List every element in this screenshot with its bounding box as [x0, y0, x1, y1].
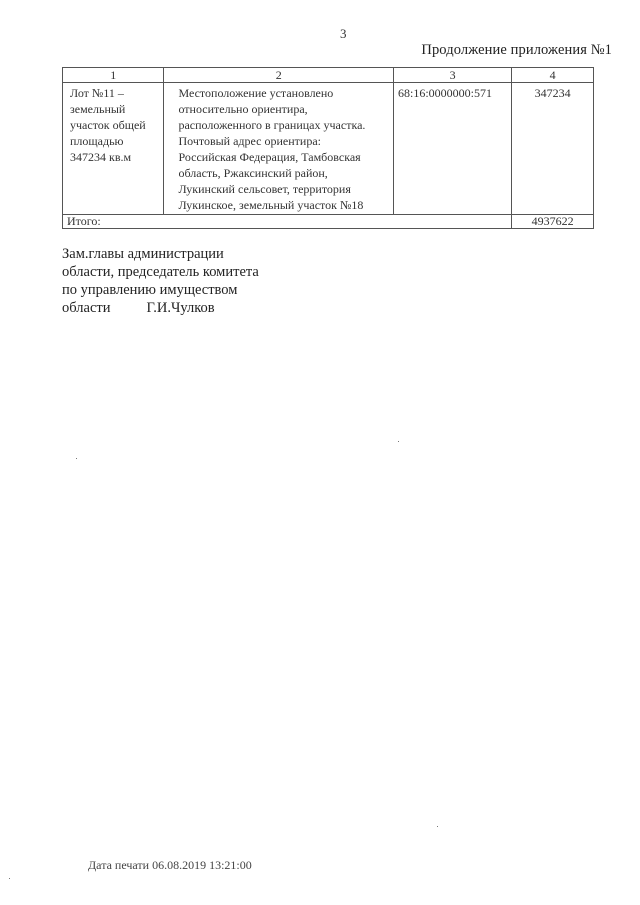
scan-speck: [9, 878, 10, 879]
area-cell: [512, 83, 594, 215]
signature-last-line: [62, 299, 259, 317]
location-line: Лукинский сельсовет, территория: [178, 182, 351, 196]
appendix-title: Продолжение приложения №1: [421, 42, 612, 58]
location-line: расположенного в границах участка.: [178, 118, 366, 132]
lot-line: участок общей: [70, 118, 146, 132]
lot-line: площадью: [70, 134, 124, 148]
location-line: Российская Федерация, Тамбовская: [178, 150, 361, 164]
signature-line: по управлению имуществом: [62, 282, 238, 298]
location-cell: [164, 83, 394, 215]
header-cell-2: 2: [164, 68, 394, 83]
lot-line: 347234 кв.м: [70, 150, 132, 164]
signature-block: [62, 245, 259, 317]
page-number: 3: [340, 26, 347, 41]
header-cell-3: 3: [394, 68, 512, 83]
header-cell-4: 4: [512, 68, 594, 83]
scan-speck: [398, 441, 399, 442]
total-value: 4937622: [512, 215, 594, 229]
print-date: Дата печати 06.08.2019 13:21:00: [88, 858, 252, 872]
location-line: относительно ориентира,: [178, 102, 308, 116]
signature-line-prefix: области: [62, 300, 111, 316]
scan-speck: [76, 458, 77, 459]
lot-line: Лот №11 –: [70, 86, 124, 100]
lots-table: [62, 67, 594, 229]
header-cell-1: 1: [63, 68, 164, 83]
table-header-row: [63, 68, 594, 83]
table-row: [63, 83, 594, 215]
total-row: [63, 215, 594, 229]
cadastral-number-cell: 68:16:0000000:571: [394, 83, 512, 215]
location-line: Лукинское, земельный участок №18: [178, 198, 364, 212]
lot-line: земельный: [70, 102, 126, 116]
location-line: область, Ржаксинский район,: [178, 166, 328, 180]
signature-line: области, председатель комитета: [62, 264, 259, 280]
area-value: 347234: [534, 86, 571, 100]
signature-line: Зам.главы администрации: [62, 246, 224, 262]
lot-description-cell: [63, 83, 164, 215]
scan-speck: [437, 826, 438, 827]
total-label: Итого:: [63, 215, 512, 229]
location-line: Почтовый адрес ориентира:: [178, 134, 321, 148]
location-line: Местоположение установлено: [178, 86, 334, 100]
signatory-name: Г.И.Чулков: [146, 300, 215, 316]
